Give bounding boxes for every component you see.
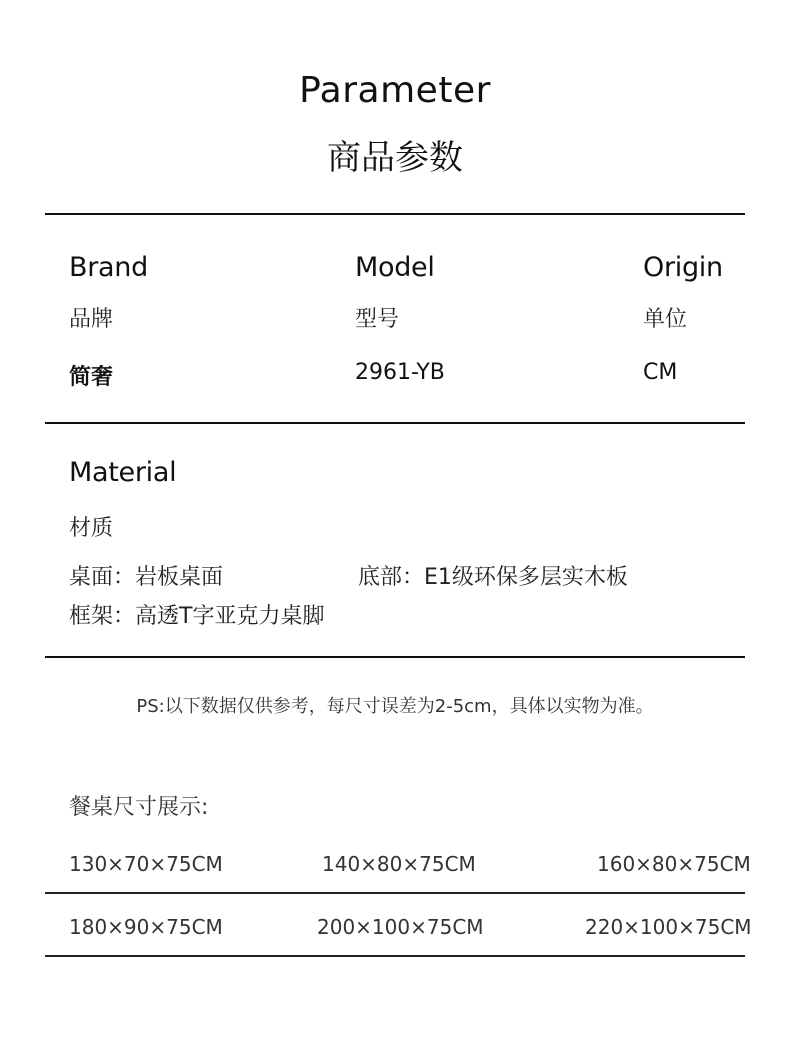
size-cell: 200×100×75CM (317, 915, 484, 939)
divider-top (45, 213, 745, 215)
size-cell: 140×80×75CM (322, 852, 476, 876)
material-tabletop: 桌面：岩板桌面 (69, 565, 224, 590)
page-title-en: Parameter (299, 70, 491, 111)
page-title-cn: 商品参数 (327, 138, 463, 178)
divider-specs (45, 422, 745, 424)
model-value: 2961-YB (355, 360, 445, 385)
material-label-en: Material (69, 457, 177, 488)
size-section-title: 餐桌尺寸展示: (69, 795, 209, 820)
origin-label-cn: 单位 (643, 307, 688, 332)
size-cell: 220×100×75CM (585, 915, 752, 939)
material-frame: 框架：高透T字亚克力桌脚 (69, 604, 325, 629)
model-label-cn: 型号 (355, 307, 400, 332)
model-label-en: Model (355, 252, 435, 283)
material-label-cn: 材质 (69, 516, 114, 541)
size-table-bottom-divider (45, 955, 745, 957)
brand-label-cn: 品牌 (69, 307, 114, 332)
origin-value: CM (643, 360, 678, 385)
brand-label-en: Brand (69, 252, 148, 283)
brand-value: 简奢 (69, 365, 114, 390)
size-row-divider (45, 892, 745, 894)
divider-material (45, 656, 745, 658)
disclaimer-note: PS:以下数据仅供参考，每尺寸误差为2-5cm，具体以实物为准。 (136, 696, 654, 717)
size-cell: 130×70×75CM (69, 852, 223, 876)
size-cell: 180×90×75CM (69, 915, 223, 939)
size-cell: 160×80×75CM (597, 852, 751, 876)
origin-label-en: Origin (643, 252, 723, 283)
material-bottom: 底部：E1级环保多层实木板 (358, 565, 628, 590)
